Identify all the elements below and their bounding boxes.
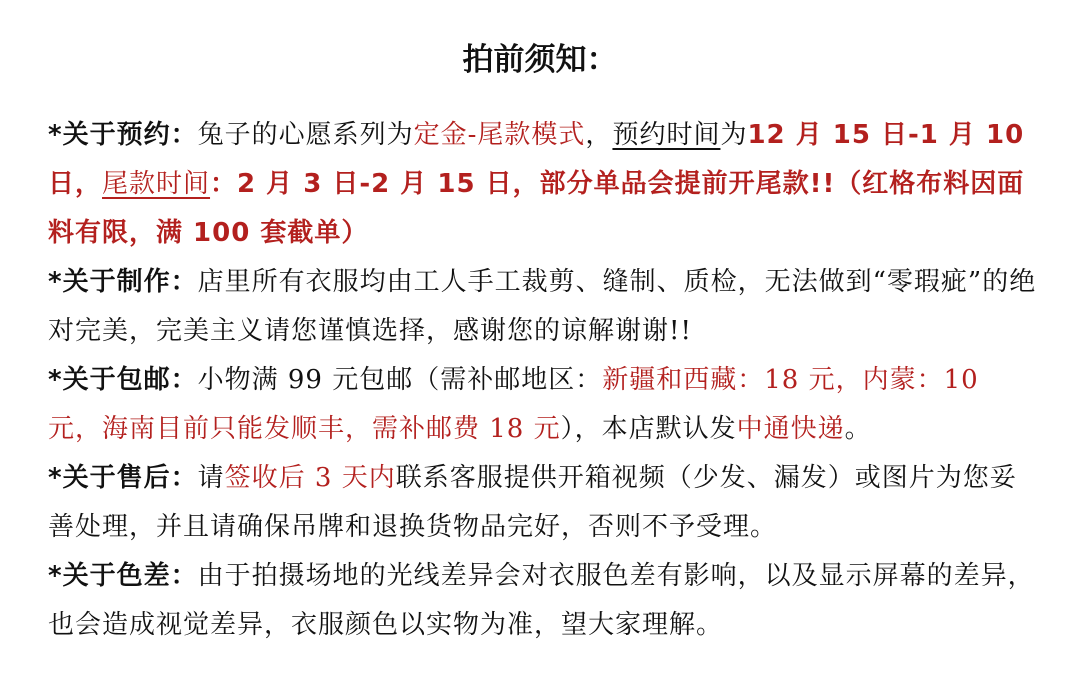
reservation-time-label: 预约时间: [612, 120, 721, 150]
shipping-default-text: ），本店默认发: [560, 414, 737, 444]
section-after-sales: [48, 454, 1038, 552]
reservation-comma: ，: [585, 120, 613, 150]
reservation-is: 为: [720, 120, 748, 150]
final-payment-details: ：2 月 3 日-2 月 15 日，部分单品会提前开尾款!!（红格布料因面料有限，满 100 套截单）: [48, 169, 1025, 248]
section-color-difference: [48, 552, 1038, 650]
section-shipping: [48, 356, 1038, 454]
section-heading-production: *关于制作：: [48, 267, 198, 297]
shipping-period: 。: [844, 414, 872, 444]
shipping-text: 小物满 99 元包邮（需补邮地区：: [197, 365, 603, 395]
reservation-dates: 12 月 15 日-1 月 10 日，: [48, 120, 1025, 199]
section-heading-shipping: *关于包邮：: [48, 365, 198, 395]
section-heading-color-difference: *关于色差：: [48, 561, 198, 591]
shipping-courier: 中通快递: [736, 414, 845, 444]
page-title: 拍前须知：: [462, 42, 618, 78]
after-sales-text: 联系客服提供开箱视频（少发、漏发）或图片为您妥善处理，并且请确保吊牌和退换货物品完好，否则不予受理。: [48, 463, 1017, 542]
color-difference-text: 由于拍摄场地的光线差异会对衣服色差有影响，以及显示屏幕的差异，也会造成视觉差异，衣服颜色以实物为准，望大家理解。: [48, 561, 1035, 640]
final-payment-time-label: 尾款时间: [102, 169, 211, 199]
section-production: [48, 258, 1038, 356]
after-sales-deadline: 签收后 3 天内: [224, 463, 396, 493]
deposit-mode-highlight: 定金-尾款模式: [413, 120, 586, 150]
reservation-text: 兔子的心愿系列为: [197, 120, 414, 150]
shipping-extra-fee-regions: 新疆和西藏：18 元，内蒙：10 元，海南目前只能发顺丰，需补邮费 18 元: [48, 365, 979, 444]
after-sales-please: 请: [197, 463, 225, 493]
section-reservation: [48, 111, 1038, 258]
production-text: 店里所有衣服均由工人手工裁剪、缝制、质检，无法做到“零瑕疵”的绝对完美，完美主义请您谨慎选择，感谢您的谅解谢谢!!: [48, 267, 1037, 346]
section-heading-after-sales: *关于售后：: [48, 463, 198, 493]
section-heading-reservation: *关于预约：: [48, 120, 198, 150]
